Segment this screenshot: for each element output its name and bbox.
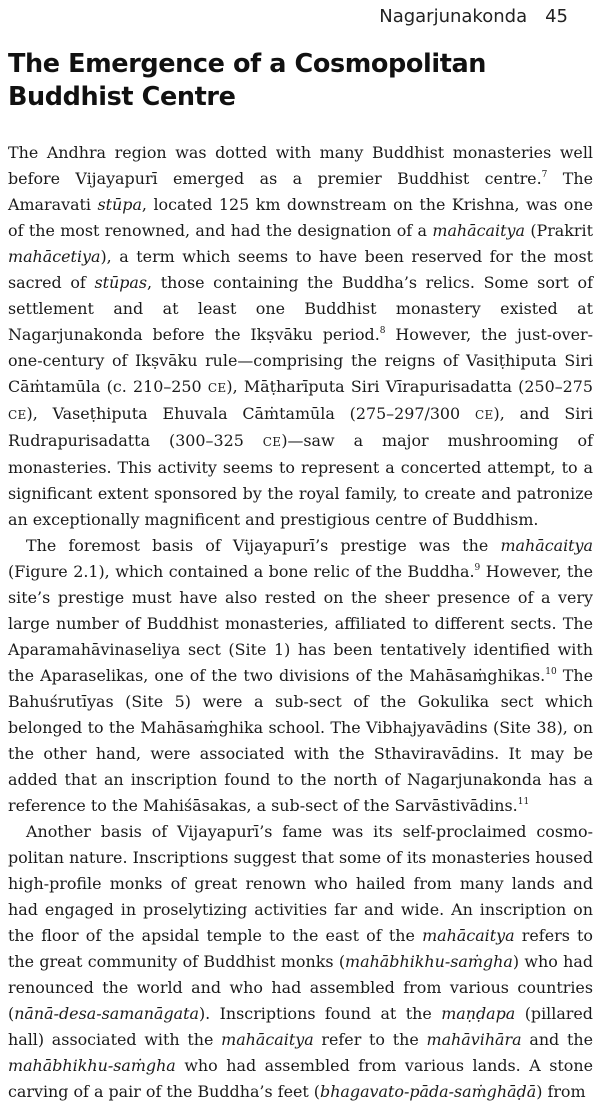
- italic-term: mahācaitya: [500, 536, 593, 555]
- text-run: refer to the: [313, 1030, 427, 1049]
- running-header: [379, 6, 568, 27]
- body-text: [8, 140, 593, 1105]
- text-run: , those containing the Buddha’s relics. Some sort of settlement and at least one Buddhist monastery existed at Nagarjunakonda before the Ikṣvāku period.: [8, 273, 593, 344]
- text-run: ), and Siri Rudrapurisadatta (300–325: [8, 404, 593, 450]
- text-run: Another basis of Vijayapurī’s fame was its self-proclaimed cosmopolitan nature. Inscriptions suggest that some of its monasteries housed high-profile monks of great renown who hailed from many lands and had engaged in proselytizing activities far and wide. An inscription on the floor of the apsidal temple to the east of the: [8, 822, 593, 945]
- text-run: who had assembled from various lands. A stone carving of a pair of the Buddha’s feet (: [8, 1056, 593, 1101]
- italic-term: mahāvihāra: [426, 1030, 522, 1049]
- text-run: )—saw a major mushrooming of monasteries. This activity seems to represent a concerted attempt, to a significant extent sponsored by the royal family, to create and patronize an exceptionally magnificent and prestigious centre of Buddhism.: [8, 431, 593, 529]
- era-abbrev: CE: [8, 408, 27, 422]
- text-run: However, the site’s prestige must have also rested on the sheer presence of a very large number of Buddhist monasteries, affiliated to different sects. The Aparamahāvinaseliya sect (Site 1) has been tentatively identified with the Aparaselikas, one of the two divisions of the Mahāsaṁghikas.: [8, 562, 593, 685]
- italic-term: maṇḍapa: [441, 1004, 516, 1023]
- text-run: ), Vaseṭhiputa Ehuvala Cāṁtamūla (275–297/300: [26, 404, 475, 423]
- text-run: However, the just-over-one-century of Ikṣvāku rule—comprising the reigns of Vasiṭhiputa Siri Cāṁtamūla (c. 210–250: [8, 325, 593, 396]
- italic-term: stūpa: [97, 195, 142, 214]
- text-run: ) from: [536, 1082, 586, 1101]
- text-run: refers to the great community of Buddhist monks (: [8, 926, 594, 971]
- page-number: 45: [545, 6, 568, 27]
- paragraph: [8, 533, 593, 819]
- text-run: ), a term which seems to have been reserved for the most sacred of: [8, 247, 593, 292]
- italic-term: mahābhikhu-saṁgha: [345, 952, 513, 971]
- text-run: ). Inscriptions found at the: [198, 1004, 442, 1023]
- italic-term: bhagavato-pāda-saṁghāḍā: [320, 1082, 537, 1101]
- running-title: Nagarjunakonda: [379, 6, 528, 27]
- italic-term: stūpas: [94, 273, 148, 292]
- text-run: The Amaravati: [8, 169, 593, 214]
- era-abbrev: CE: [262, 435, 282, 449]
- text-run: The Andhra region was dotted with many Buddhist monasteries well before Vijayapurī emerged as a premier Buddhist centre.: [8, 143, 593, 188]
- italic-term: mahācaitya: [432, 221, 525, 240]
- footnote-ref: 9: [474, 563, 481, 573]
- italic-term: mahācetiya: [8, 247, 101, 266]
- text-run: and the: [521, 1030, 593, 1049]
- text-run: The foremost basis of Vijayapurī’s prestige was the: [26, 536, 501, 555]
- text-run: ), Māṭharīputa Siri Vīrapurisadatta (250–275: [226, 377, 593, 396]
- footnote-ref: 8: [379, 326, 386, 336]
- era-abbrev: CE: [207, 381, 227, 395]
- footnote-ref: 11: [517, 797, 530, 807]
- text-run: The Bahuśrutīyas (Site 5) were a sub-sect of the Gokulika sect which belonged to the Mahāsaṁghika school. The Vibhajyavādins (Site 38), on the other hand, were associated with the Sthaviravādins. It may be added that an inscription found to the north of Nagarjunakonda has a reference to the Mahiśāsakas, a sub-sect of the Sarvāstivādins.: [8, 666, 593, 815]
- footnote-ref: 10: [545, 667, 557, 677]
- section-title: The Emergence of a Cosmopolitan Buddhist Centre: [8, 49, 487, 112]
- paragraph: [8, 819, 593, 1105]
- italic-term: nānā-desa-samanāgata: [14, 1004, 199, 1023]
- italic-term: mahācaitya: [422, 926, 515, 945]
- footnote-ref: 7: [541, 170, 548, 180]
- text-run: (Prakrit: [524, 221, 593, 240]
- text-run: ) who had renounced the world and who had assembled from various countries (: [8, 952, 593, 1023]
- text-run: , located 125 km downstream on the Krishna, was one of the most renowned, and had the designation of a: [8, 195, 593, 240]
- italic-term: mahābhikhu-saṁgha: [8, 1056, 176, 1075]
- era-abbrev: CE: [474, 408, 494, 422]
- italic-term: mahācaitya: [221, 1030, 314, 1049]
- text-run: (Figure 2.1), which contained a bone relic of the Buddha.: [8, 562, 475, 581]
- text-run: (pillared hall) associated with the: [8, 1004, 593, 1049]
- paragraph: [8, 140, 593, 533]
